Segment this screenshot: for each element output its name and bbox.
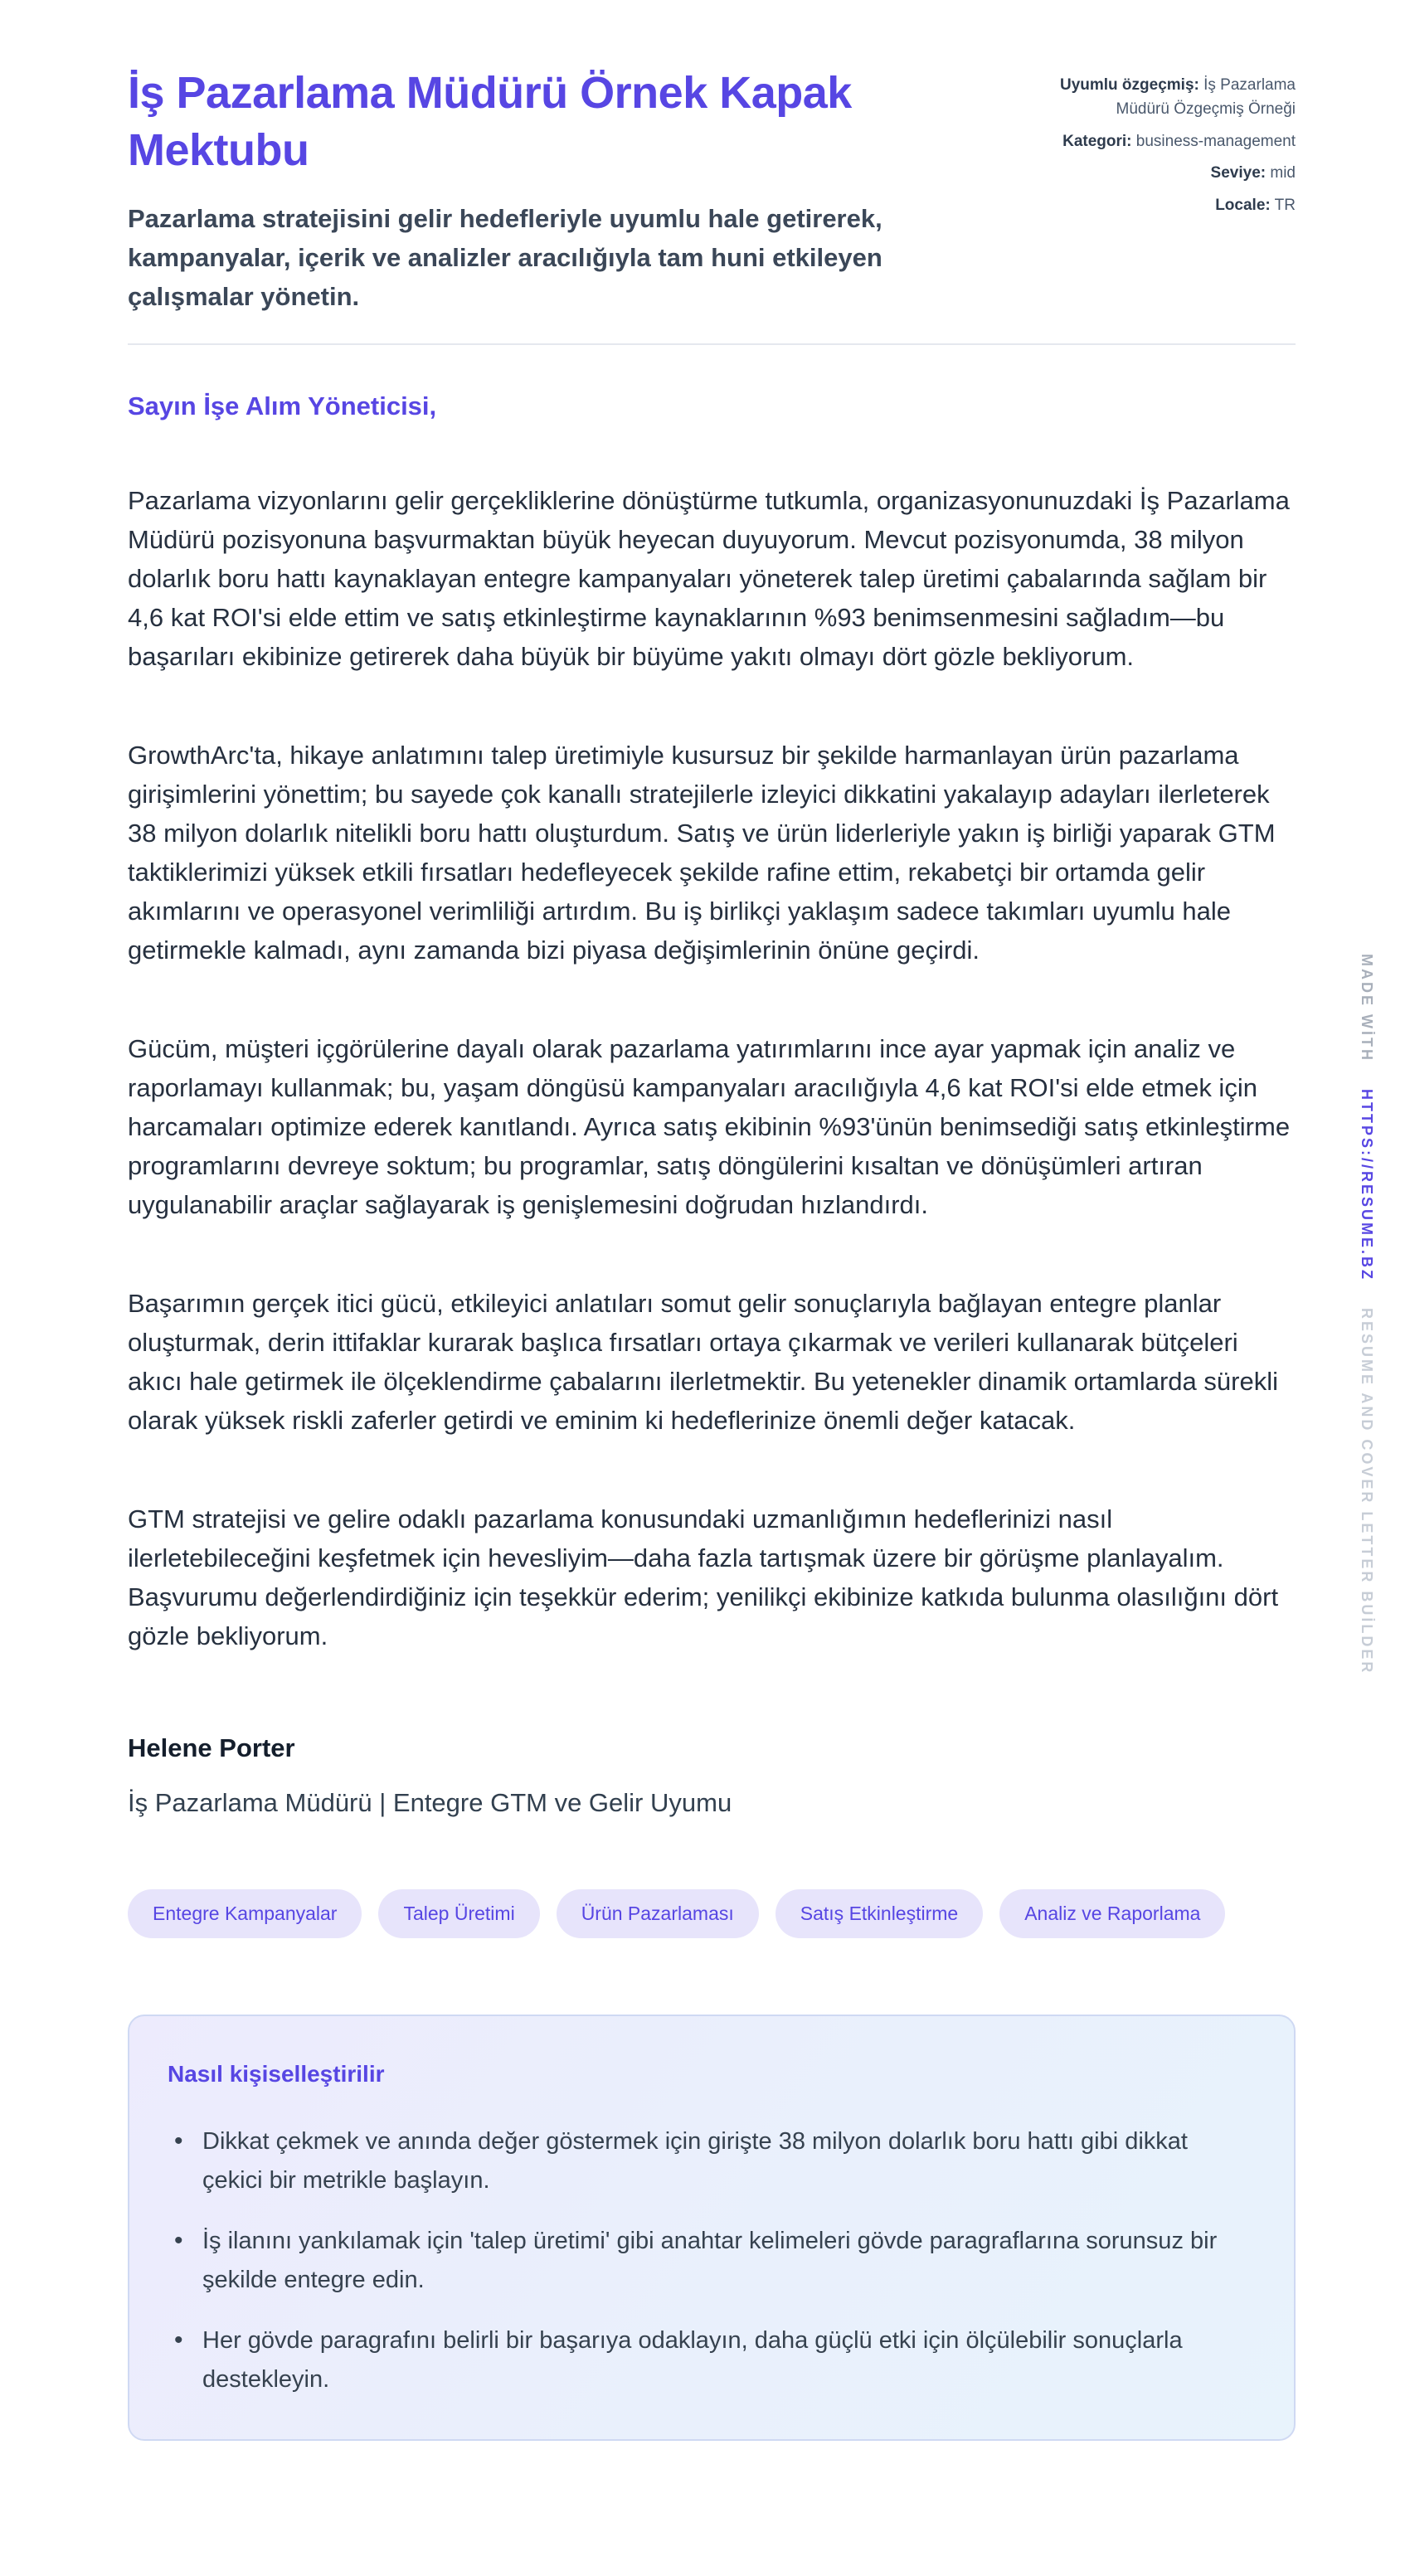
meta-locale: [1038, 193, 1296, 217]
meta-level: [1038, 161, 1296, 185]
meta-compatible-resume: [1038, 73, 1296, 122]
skill-tags: [128, 1889, 1296, 1938]
header-title-block: [128, 65, 990, 317]
personalize-card: [128, 2015, 1296, 2441]
signature-role: İş Pazarlama Müdürü | Entegre GTM ve Gelir Uyumu: [128, 1787, 732, 1817]
tag-talep-uretimi[interactable]: Talep Üretimi: [378, 1889, 539, 1938]
letter-paragraph-2: GrowthArc'ta, hikaye anlatımını talep üretimiyle kusursuz bir şekilde harmanlayan ürün pazarlama girişimlerini yönettim; bu sayede çok kanallı stratejilerle izleyici dikkatini yakalayıp adayları ilerleterek 38 milyon dolarlık nitelikli boru hattı oluşturdum. Satış ve ürün liderleriyle yakın iş birliği yaparak GTM taktiklerimizi yüksek etkili fırsatları hedefleyecek şekilde rafine ettim, rekabetçi bir ortamda gelir akımlarını ve operasyonel verimliliği artırdım. Bu iş birlikçi yaklaşım sadece takımları uyumlu hale getirmekle kalmadı, aynı zamanda bizi piyasa değişimlerinin önüne geçirdi.: [128, 740, 1276, 965]
page-title: İş Pazarlama Müdürü Örnek Kapak Mektubu: [128, 68, 852, 176]
tag-urun-pazarlamasi[interactable]: Ürün Pazarlaması: [557, 1889, 759, 1938]
letter-paragraph-5: GTM stratejisi ve gelire odaklı pazarlama konusundaki uzmanlığımın hedeflerinizi nasıl ilerletebileceğini keşfetmek için hevesliyim—daha fazla tartışmak üzere bir görüşme planlayalım. Başvurumu değerlendirdiğiniz için teşekkür ederim; yenilikçi ekibinize katkıda bulunma olasılığını dört gözle bekliyorum.: [128, 1504, 1279, 1650]
personalize-card-heading: Nasıl kişiselleştirilir: [168, 2060, 385, 2087]
personalize-tips-list: [168, 2122, 1254, 2399]
personalize-tip-3: • Her gövde paragrafını belirli bir başarıya odaklayın, daha güçlü etki için ölçülebilir sonuçlarla destekleyin.: [168, 2321, 1254, 2399]
side-watermark: [1358, 954, 1375, 1674]
personalize-tip-1: • Dikkat çekmek ve anında değer göstermek için girişte 38 milyon dolarlık boru hattı gibi dikkat çekici bir metrikle başlayın.: [168, 2122, 1254, 2200]
meta-level-label: Seviye:: [1210, 164, 1267, 182]
page-subtitle: Pazarlama stratejisini gelir hedefleriyle uyumlu hale getirerek, kampanyalar, içerik ve analizler aracılığıyla tam huni etkileyen çalışmalar yönetin.: [128, 204, 882, 312]
watermark-made-with-text: MADE WİTH: [1359, 954, 1375, 1062]
header-divider: [128, 343, 1296, 345]
meta-category: [1038, 129, 1296, 153]
letter-paragraph-4: Başarımın gerçek itici gücü, etkileyici anlatıları somut gelir sonuçlarıyla bağlayan entegre planlar oluşturmak, derin ittifaklar kurarak başlıca fırsatları ortaya çıkarmak ve verileri kullanarak bütçeleri akıcı hale getirmek ile ölçeklendirme çabalarını ilerletmektir. Bu yetenekler dinamik ortamlarda sürekli olarak yüksek riskli zaferler getirdi ve eminim ki hedeflerinize önemli değer katacak.: [128, 1288, 1278, 1435]
meta-category-label: Kategori:: [1062, 132, 1132, 150]
letter-paragraph-1: Pazarlama vizyonlarını gelir gerçekliklerine dönüştürme tutkumla, organizasyonunuzdaki İş Pazarlama Müdürü pozisyonuna başvurmaktan büyük heyecan duyuyorum. Mevcut pozisyonumda, 38 milyon dolarlık boru hattı kaynaklayan entegre kampanyaları yöneterek talep üretimi çabalarında sağlam bir 4,6 kat ROI'si elde ettim ve satış etkinleştirme kaynaklarının %93 benimsenmesini sağladım—bu başarıları ekibinize getirerek daha büyük bir büyüme yakıtı olmayı dört gözle bekliyorum.: [128, 485, 1290, 671]
meta-level-value: mid: [1270, 164, 1296, 182]
signature-name: Helene Porter: [128, 1733, 295, 1762]
meta-compatible-resume-label: Uyumlu özgeçmiş:: [1059, 76, 1199, 94]
cover-letter-page: [128, 0, 1296, 2441]
meta-panel: [1038, 65, 1296, 317]
letter-greeting: Sayın İşe Alım Yöneticisi,: [128, 391, 437, 420]
letter-paragraph-3: Gücüm, müşteri içgörülerine dayalı olarak pazarlama yatırımlarını ince ayar yapmak için analiz ve raporlamayı kullanmak; bu, yaşam döngüsü kampanyaları aracılığıyla 4,6 kat ROI'si elde etmek için harcamaları optimize ederek kanıtlandı. Ayrıca satış ekibinin %93'ünün benimsediği satış etkinleştirme programlarını devreye soktum; bu programlar, satış döngülerini kısaltan ve dönüşümleri artıran uygulanabilir araçlar sağlayarak iş genişlemesini doğrudan hızlandırdı.: [128, 1033, 1291, 1219]
personalize-tip-2: • İş ilanını yankılamak için 'talep üretimi' gibi anahtar kelimeleri gövde paragraflarına sorunsuz bir şekilde entegre edin.: [168, 2222, 1254, 2300]
cover-letter-body: [128, 391, 1296, 1818]
tag-satis-etkinlestirme[interactable]: Satış Etkinleştirme: [776, 1889, 983, 1938]
meta-category-value: business-management: [1135, 132, 1296, 150]
tag-analiz-ve-raporlama[interactable]: Analiz ve Raporlama: [999, 1889, 1225, 1938]
meta-locale-value: TR: [1274, 196, 1296, 214]
meta-compatible-resume-value: İş Pazarlama Müdürü Özgeçmiş Örneği: [1116, 76, 1296, 119]
watermark-resume-bz-link[interactable]: HTTPS://RESUME.BZ: [1359, 1089, 1375, 1282]
tag-entegre-kampanyalar[interactable]: Entegre Kampanyalar: [128, 1889, 362, 1938]
page-header: [128, 65, 1296, 317]
watermark-builder-text: RESUME AND COVER LETTER BUİLDER: [1359, 1308, 1375, 1675]
meta-locale-label: Locale:: [1215, 196, 1271, 214]
